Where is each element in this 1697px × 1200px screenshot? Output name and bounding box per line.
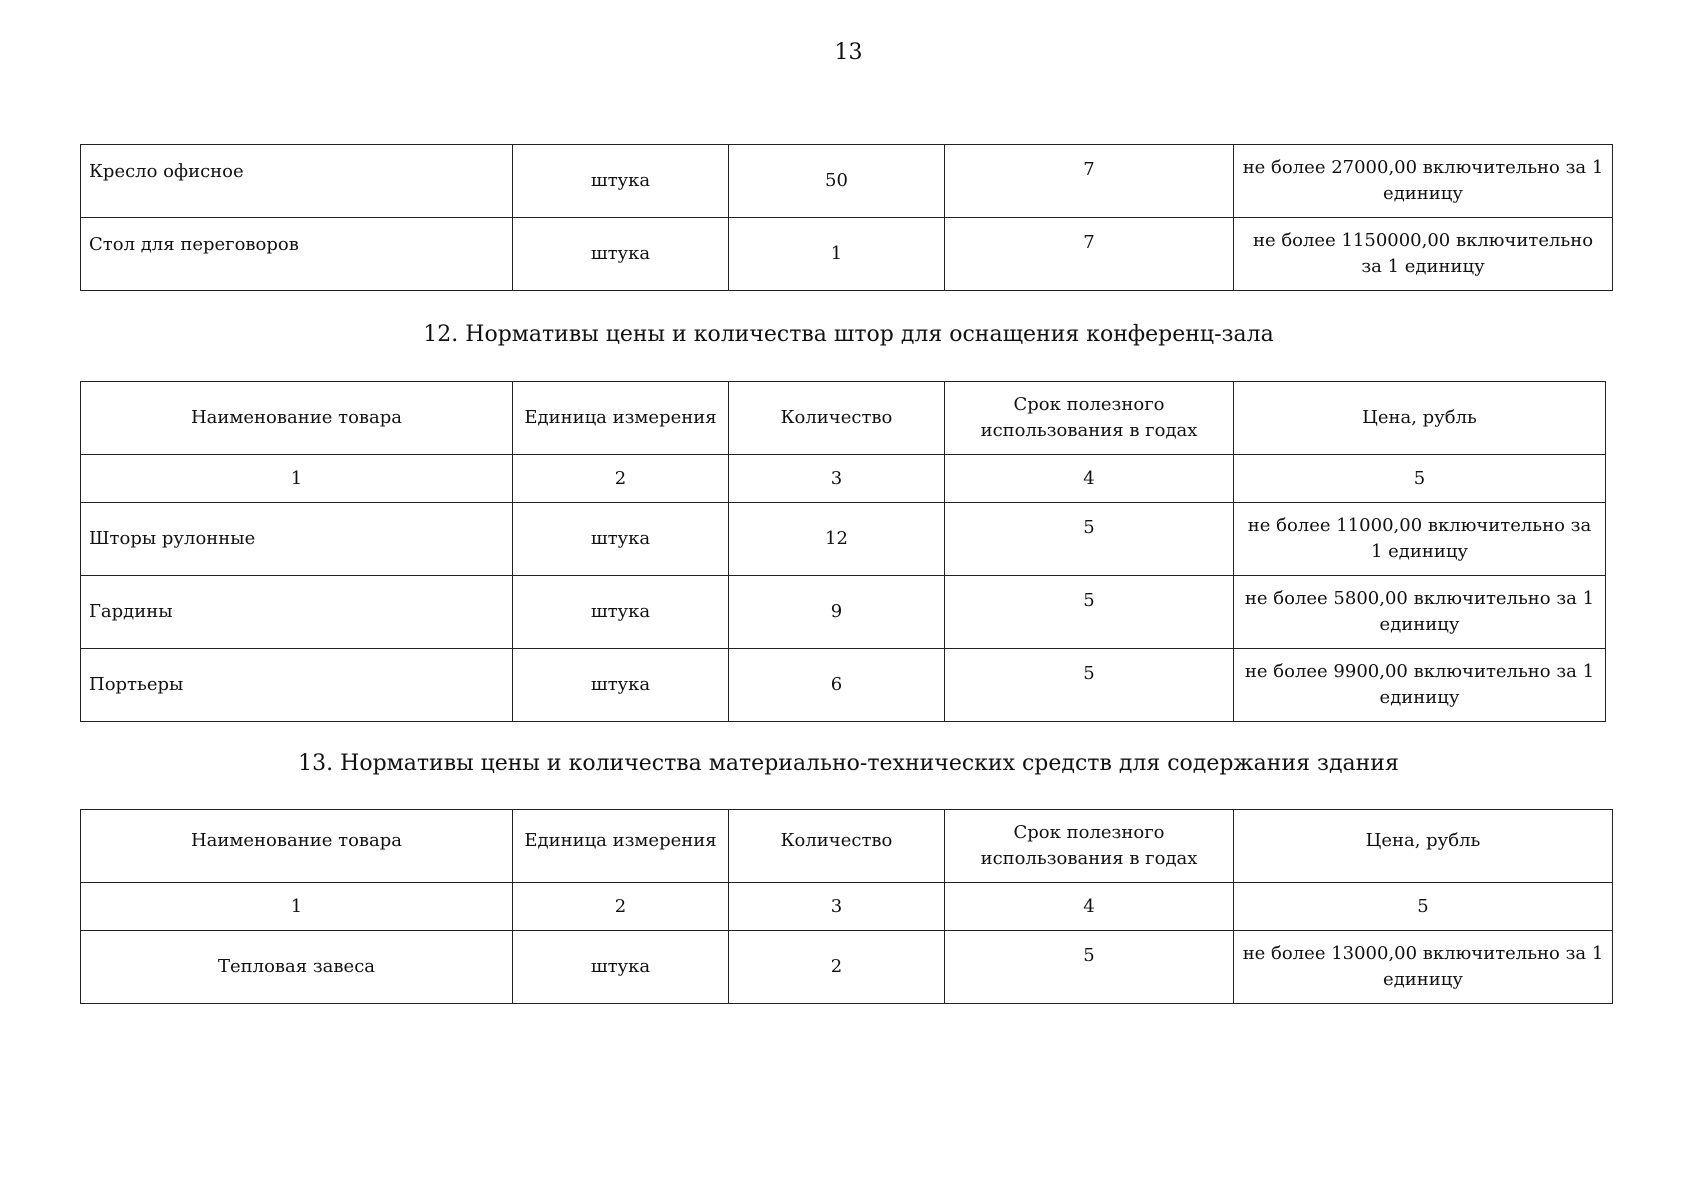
header-price: Цена, рубль: [1234, 382, 1606, 455]
item-name: Портьеры: [81, 649, 513, 722]
column-number: 4: [945, 455, 1234, 503]
table-continued: [80, 144, 1613, 291]
item-price: не более 5800,00 включительно за 1 единицу: [1234, 576, 1606, 649]
column-number-row: [81, 455, 1606, 503]
item-quantity: 50: [729, 145, 945, 218]
table-row: [81, 503, 1606, 576]
item-price: не более 13000,00 включительно за 1 единицу: [1234, 931, 1613, 1004]
table-row: [81, 145, 1613, 218]
item-quantity: 6: [729, 649, 945, 722]
header-name: Наименование товара: [81, 810, 513, 883]
item-quantity: 2: [729, 931, 945, 1004]
item-unit: штука: [513, 218, 729, 291]
header-unit: Единица измерения: [513, 810, 729, 883]
header-row: [81, 382, 1606, 455]
item-quantity: 12: [729, 503, 945, 576]
column-number: 5: [1234, 883, 1613, 931]
item-unit: штука: [513, 931, 729, 1004]
header-term: Срок полезного использования в годах: [945, 810, 1234, 883]
header-quantity: Количество: [729, 382, 945, 455]
header-name: Наименование товара: [81, 382, 513, 455]
section-12-title: 12. Нормативы цены и количества штор для оснащения конференц-зала: [423, 322, 1274, 347]
item-unit: штука: [513, 576, 729, 649]
table-row: [81, 576, 1606, 649]
column-number: 2: [513, 455, 729, 503]
item-quantity: 1: [729, 218, 945, 291]
header-quantity: Количество: [729, 810, 945, 883]
section-13-title: 13. Нормативы цены и количества материально-технических средств для содержания здания: [298, 751, 1399, 776]
column-number: 1: [81, 883, 513, 931]
column-number: 5: [1234, 455, 1606, 503]
item-unit: штука: [513, 145, 729, 218]
column-number: 3: [729, 455, 945, 503]
item-quantity: 9: [729, 576, 945, 649]
table-section-13: [80, 809, 1613, 1004]
item-price: не более 1150000,00 включительно за 1 единицу: [1234, 218, 1613, 291]
table-section-12: [80, 381, 1606, 722]
column-number-row: [81, 883, 1613, 931]
column-number: 2: [513, 883, 729, 931]
item-price: не более 9900,00 включительно за 1 единицу: [1234, 649, 1606, 722]
table-row: [81, 931, 1613, 1004]
table-row: [81, 218, 1613, 291]
item-name: Шторы рулонные: [81, 503, 513, 576]
item-price: не более 27000,00 включительно за 1 единицу: [1234, 145, 1613, 218]
item-name: Кресло офисное: [81, 145, 513, 218]
item-term: 5: [945, 649, 1234, 722]
item-unit: штука: [513, 649, 729, 722]
item-name: Тепловая завеса: [81, 931, 513, 1004]
item-term: 5: [945, 576, 1234, 649]
item-price: не более 11000,00 включительно за 1 единицу: [1234, 503, 1606, 576]
item-term: 5: [945, 503, 1234, 576]
column-number: 1: [81, 455, 513, 503]
item-unit: штука: [513, 503, 729, 576]
header-term: Срок полезного использования в годах: [945, 382, 1234, 455]
item-term: 7: [945, 218, 1234, 291]
item-term: 7: [945, 145, 1234, 218]
table-row: [81, 649, 1606, 722]
column-number: 3: [729, 883, 945, 931]
header-unit: Единица измерения: [513, 382, 729, 455]
item-name: Гардины: [81, 576, 513, 649]
column-number: 4: [945, 883, 1234, 931]
header-row: [81, 810, 1613, 883]
item-term: 5: [945, 931, 1234, 1004]
item-name: Стол для переговоров: [81, 218, 513, 291]
header-price: Цена, рубль: [1234, 810, 1613, 883]
page-number: 13: [834, 40, 863, 65]
